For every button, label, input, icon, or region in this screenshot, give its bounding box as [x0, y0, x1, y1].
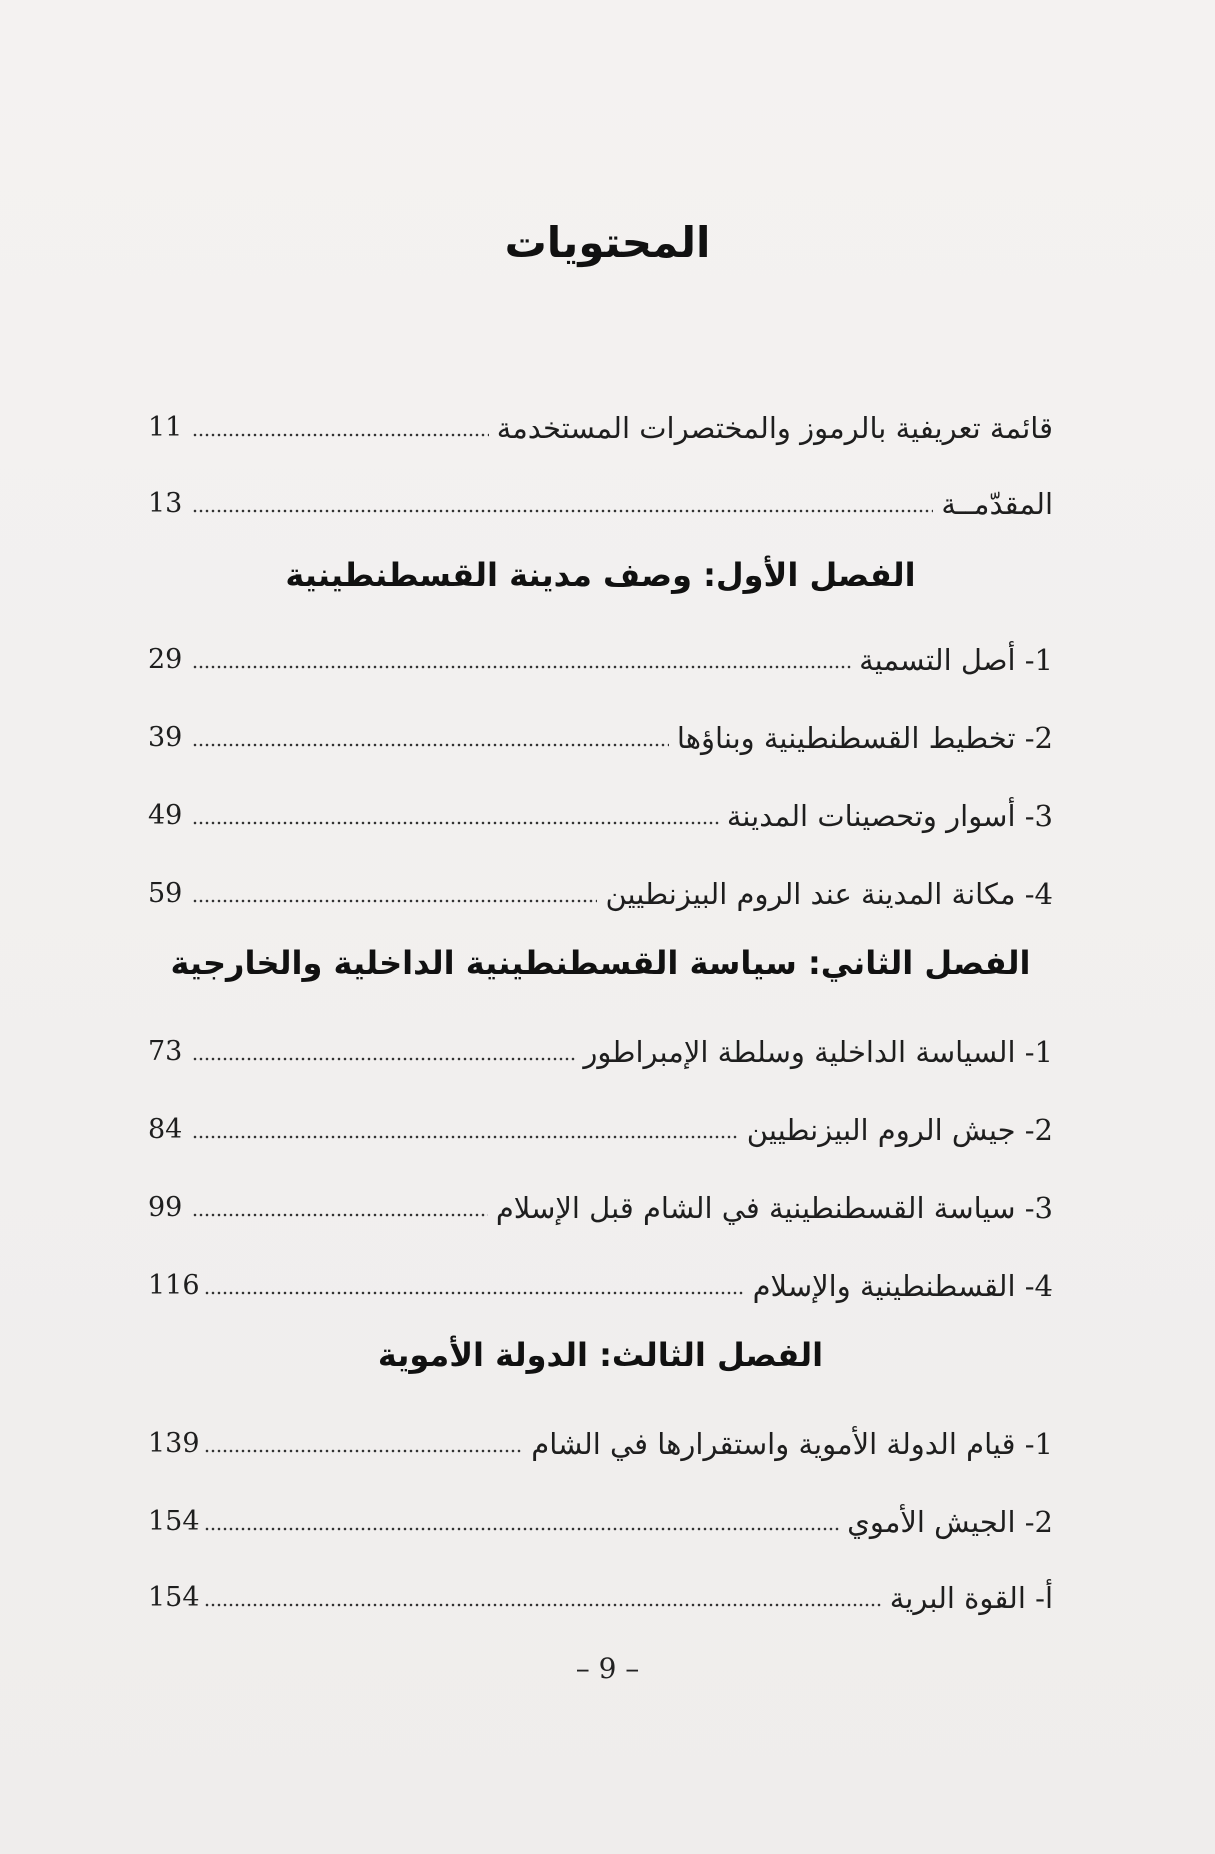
- leader-dots: [204, 1525, 840, 1533]
- toc-entry-label: قائمة تعريفية بالرموز والمختصرات المستخدمة: [496, 411, 1053, 445]
- toc-entry-label: 2- جيش الروم البيزنطيين: [746, 1113, 1053, 1147]
- leader-dots: [192, 819, 719, 827]
- toc-entry-label: 1- السياسة الداخلية وسلطة الإمبراطور: [583, 1035, 1053, 1069]
- toc-page-number: 139: [148, 1428, 200, 1459]
- toc-page-number: 154: [148, 1582, 200, 1613]
- chapter-heading: الفصل الثالث: الدولة الأموية: [377, 1336, 824, 1374]
- toc-entry[interactable]: [148, 1492, 1053, 1542]
- toc-entry[interactable]: [148, 630, 1053, 680]
- toc-entry-label: 2- الجيش الأموي: [847, 1505, 1053, 1539]
- toc-page-number: 154: [148, 1506, 200, 1537]
- toc-entry[interactable]: [148, 1568, 1053, 1618]
- chapter-heading: الفصل الأول: وصف مدينة القسطنطينية: [285, 556, 916, 594]
- toc-entry-label: أ- القوة البرية: [889, 1581, 1053, 1615]
- leader-dots: [204, 1289, 745, 1297]
- leader-dots: [192, 1211, 488, 1219]
- toc-page-number: 49: [148, 800, 183, 831]
- toc-page-number: 29: [148, 644, 183, 675]
- toc-entry[interactable]: [148, 1256, 1053, 1306]
- leader-dots: [192, 431, 489, 439]
- toc-entry[interactable]: [148, 1178, 1053, 1228]
- chapter-heading: الفصل الثاني: سياسة القسطنطينية الداخلية والخارجية: [170, 944, 1031, 982]
- toc-entry-label: 4- مكانة المدينة عند الروم البيزنطيين: [605, 877, 1053, 911]
- toc-entry[interactable]: [148, 474, 1053, 524]
- toc-page-number: 73: [148, 1036, 183, 1067]
- toc-entry[interactable]: [148, 1414, 1053, 1464]
- toc-entry-label: 2- تخطيط القسطنطينية وبناؤها: [676, 721, 1053, 755]
- toc-entry[interactable]: [148, 1100, 1053, 1150]
- leader-dots: [192, 1133, 739, 1141]
- leader-dots: [192, 897, 597, 905]
- toc-entry[interactable]: [148, 398, 1053, 448]
- toc-page-number: 39: [148, 722, 183, 753]
- leader-dots: [192, 663, 851, 671]
- toc-entry[interactable]: [148, 864, 1053, 914]
- page-title: المحتويات: [504, 218, 711, 267]
- toc-entry-label: 3- أسوار وتحصينات المدينة: [726, 799, 1053, 833]
- toc-entry-label: 4- القسطنطينية والإسلام: [752, 1269, 1053, 1303]
- toc-entry[interactable]: [148, 786, 1053, 836]
- leader-dots: [204, 1447, 524, 1455]
- toc-page-number: 11: [148, 412, 183, 443]
- toc-entry-label: 1- قيام الدولة الأموية واستقرارها في الشام: [531, 1427, 1053, 1461]
- toc-entry[interactable]: [148, 708, 1053, 758]
- toc-entry-label: 1- أصل التسمية: [859, 643, 1053, 677]
- toc-page-number: 13: [148, 488, 183, 519]
- leader-dots: [192, 1055, 575, 1063]
- leader-dots: [192, 507, 933, 515]
- toc-page-number: 116: [148, 1270, 200, 1301]
- page-number-footer: – 9 –: [575, 1652, 640, 1685]
- toc-entry-label: المقدّمــة: [941, 487, 1053, 521]
- toc-page-number: 99: [148, 1192, 183, 1223]
- toc-entry[interactable]: [148, 1022, 1053, 1072]
- leader-dots: [204, 1601, 882, 1609]
- toc-page-number: 59: [148, 878, 183, 909]
- toc-page-number: 84: [148, 1114, 183, 1145]
- leader-dots: [192, 741, 669, 749]
- toc-entry-label: 3- سياسة القسطنطينية في الشام قبل الإسلام: [495, 1191, 1053, 1225]
